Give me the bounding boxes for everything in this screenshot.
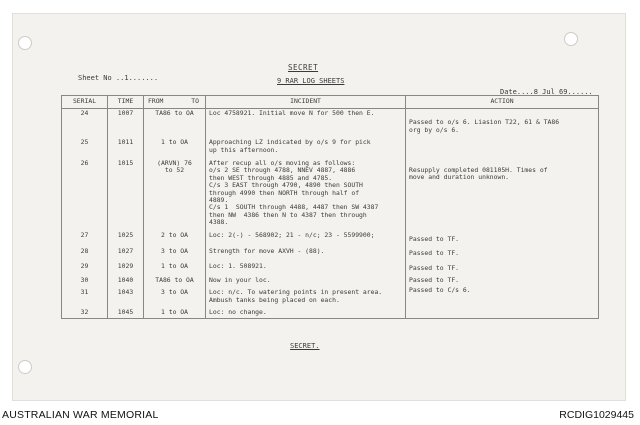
from-to-cell: 2 to OA <box>144 228 206 244</box>
col-action: ACTION <box>406 96 599 109</box>
serial-cell: 24 <box>62 109 108 119</box>
action-cell: Passed to TF. <box>406 244 599 258</box>
incident-cell: Loc: 1. 508921. <box>206 259 406 273</box>
incident-cell: Strength for move AXVH - (88). <box>206 244 406 258</box>
table-row <box>62 135 599 155</box>
time-cell: 1027 <box>108 244 144 258</box>
action-cell: Passed to TF. <box>406 228 599 244</box>
unit-title: 9 RAR LOG SHEETS <box>277 77 345 85</box>
col-from-to <box>144 96 206 109</box>
table-row <box>62 118 599 135</box>
table-row <box>62 305 599 318</box>
serial-cell: 29 <box>62 259 108 273</box>
table-row <box>62 273 599 285</box>
archive-name: AUSTRALIAN WAR MEMORIAL <box>2 409 159 421</box>
table-row <box>62 285 599 305</box>
from-to-cell: 1 to OA <box>144 305 206 318</box>
time-cell: 1029 <box>108 259 144 273</box>
table-row <box>62 228 599 244</box>
serial-cell: 25 <box>62 135 108 155</box>
log-table <box>61 95 599 319</box>
action-cell: Resupply completed 081105H. Times of move and duration unknown. <box>406 155 599 228</box>
time-cell: 1025 <box>108 228 144 244</box>
incident-cell: Approaching LZ indicated by o/s 9 for pick up this afternoon. <box>206 135 406 155</box>
from-to-cell: TA86 to OA <box>144 273 206 285</box>
serial-cell: 26 <box>62 155 108 228</box>
time-cell: 1043 <box>108 285 144 305</box>
incident-cell: After recup all o/s moving as follows: o/s 2 SE through 4788, NNEV 4887, 4886 then WEST through 4885 and 4785. C/s 3 EAST through 4790, 4890 then SOUTH through 4990 then NORTH through half of 4889. C/s 1 SOUTH through 4488, 4487 then SW 4387 then NW 4386 then N to 4387 then through 4388. <box>206 155 406 228</box>
from-to-cell: (ARVN) 76 to 52 <box>144 155 206 228</box>
record-id: RCDIG1029445 <box>559 409 634 421</box>
time-cell: 1011 <box>108 135 144 155</box>
incident-cell: Loc: n/c. To watering points in present area. Ambush tanks being placed on each. <box>206 285 406 305</box>
from-to-cell: 1 to OA <box>144 135 206 155</box>
binder-hole-right <box>564 32 578 46</box>
classification-footer: SECRET. <box>290 342 320 350</box>
table-row <box>62 155 599 228</box>
time-cell: 1015 <box>108 155 144 228</box>
serial-cell: 27 <box>62 228 108 244</box>
log-date: Date....8 Jul 69...... <box>500 88 593 96</box>
binder-hole-top <box>18 36 32 50</box>
table-row <box>62 109 599 119</box>
serial-cell: 31 <box>62 285 108 305</box>
time-cell <box>108 118 144 135</box>
action-cell: Passed to TF. <box>406 259 599 273</box>
from-to-cell: 3 to OA <box>144 244 206 258</box>
serial-cell: 32 <box>62 305 108 318</box>
sheet-number: Sheet No ..1....... <box>78 74 159 82</box>
col-incident: INCIDENT <box>206 96 406 109</box>
from-to-cell: TA86 to OA <box>144 109 206 119</box>
classification-header: SECRET <box>288 63 319 72</box>
time-cell: 1007 <box>108 109 144 119</box>
incident-cell <box>206 118 406 135</box>
col-to: TO <box>191 97 199 106</box>
serial-cell: 28 <box>62 244 108 258</box>
incident-cell: Loc: 2(-) - 568902; 21 - n/c; 23 - 5599900; <box>206 228 406 244</box>
col-from: FROM <box>148 97 164 106</box>
serial-cell: 30 <box>62 273 108 285</box>
action-cell: Passed to TF. <box>406 273 599 285</box>
table-row <box>62 244 599 258</box>
binder-hole-bottom <box>18 360 32 374</box>
from-to-cell <box>144 118 206 135</box>
incident-cell: Loc 4758921. Initial move N for 500 then E. <box>206 109 406 119</box>
table-row <box>62 259 599 273</box>
action-cell: Passed to C/s 6. <box>406 285 599 305</box>
action-cell <box>406 135 599 155</box>
log-table-header <box>62 96 599 109</box>
action-cell: Passed to o/s 6. Liasion T22, 61 & TA86 org by o/s 6. <box>406 118 599 135</box>
from-to-cell: 1 to OA <box>144 259 206 273</box>
time-cell: 1045 <box>108 305 144 318</box>
incident-cell: Now in your loc. <box>206 273 406 285</box>
from-to-cell: 3 to OA <box>144 285 206 305</box>
time-cell: 1040 <box>108 273 144 285</box>
incident-cell: Loc: no change. <box>206 305 406 318</box>
col-time: TIME <box>108 96 144 109</box>
action-cell <box>406 109 599 119</box>
action-cell <box>406 305 599 318</box>
col-serial: SERIAL <box>62 96 108 109</box>
serial-cell <box>62 118 108 135</box>
